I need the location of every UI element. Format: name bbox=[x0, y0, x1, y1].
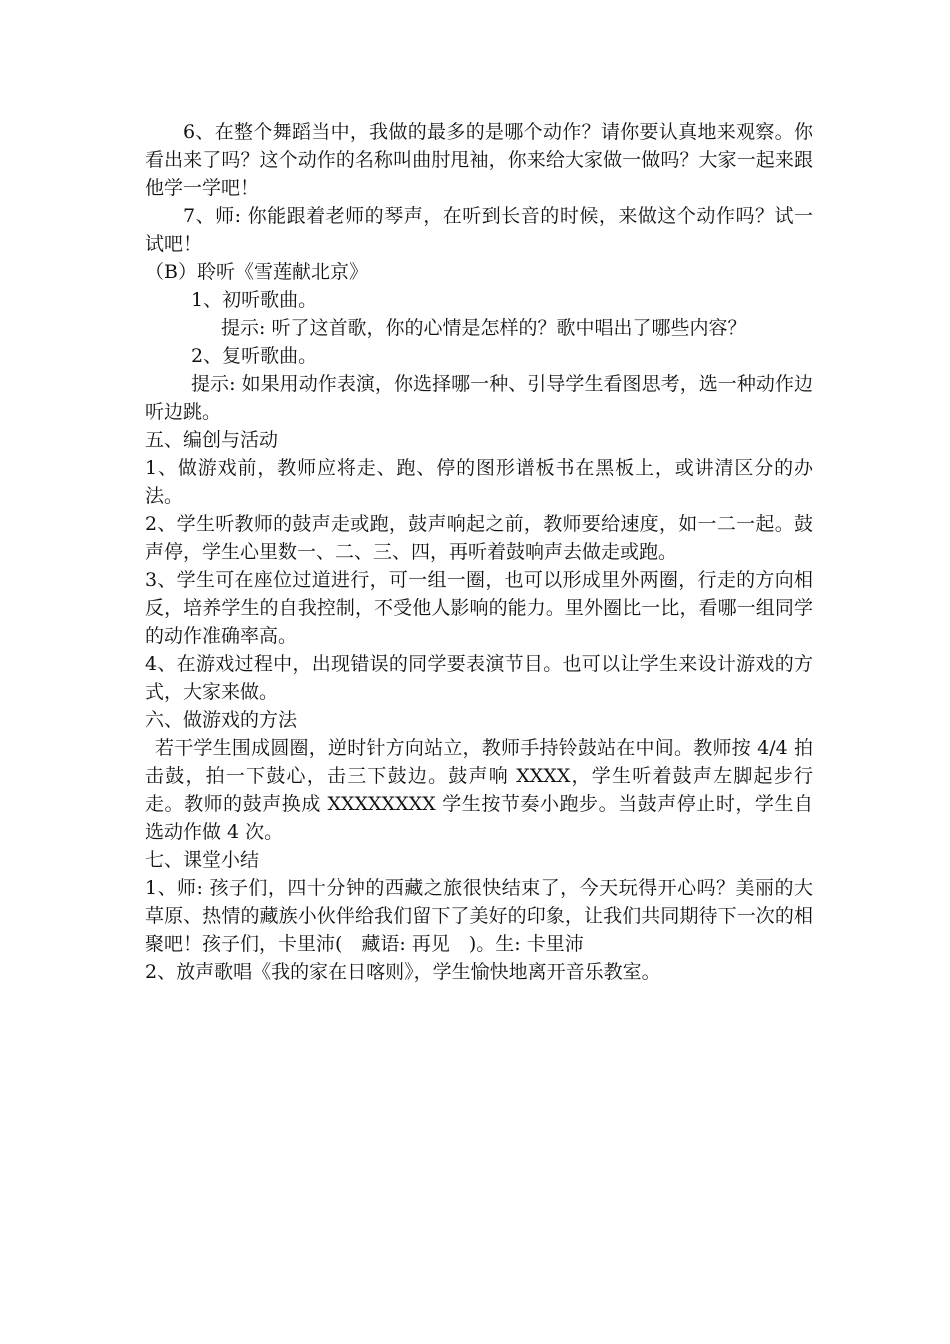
paragraph-activity-3: 3、学生可在座位过道进行，可一组一圈，也可以形成里外两圈，行走的方向相反，培养学生的自我控制，不受他人影响的能力。里外圈比一比，看哪一组同学的动作准确率高。 bbox=[145, 569, 813, 647]
section-heading-seven: 七、课堂小结 bbox=[145, 849, 260, 871]
paragraph-activity-4: 4、在游戏过程中，出现错误的同学要表演节目。也可以让学生来设计游戏的方式，大家来做。 bbox=[145, 653, 813, 703]
paragraph-activity-2: 2、学生听教师的鼓声走或跑，鼓声响起之前，教师要给速度，如一二一起。鼓声停，学生心里数一、二、三、四，再听着鼓响声去做走或跑。 bbox=[145, 513, 813, 563]
paragraph-activity-1: 1、做游戏前，教师应将走、跑、停的图形谱板书在黑板上，或讲清区分的办法。 bbox=[145, 457, 813, 507]
paragraph-step-6: 6、在整个舞蹈当中，我做的最多的是哪个动作？请你要认真地来观察。你看出来了吗？这个动作的名称叫曲肘甩袖，你来给大家做一做吗？大家一起来跟他学一学吧！ bbox=[145, 121, 813, 199]
paragraph-hint-2: 提示: 如果用动作表演，你选择哪一种、引导学生看图思考，选一种动作边听边跳。 bbox=[145, 373, 813, 423]
section-heading-six: 六、做游戏的方法 bbox=[145, 709, 298, 731]
paragraph-second-listen: 2、复听歌曲。 bbox=[191, 345, 318, 367]
paragraph-game-method: 若干学生围成圆圈，逆时针方向站立，教师手持铃鼓站在中间。教师按 4/4 拍击鼓，拍一下鼓心，击三下鼓边。鼓声响 XXXX，学生听着鼓声左脚起步行走。教师的鼓声换成 XXXXXXXX 学生按节奏小跑步。当鼓声停止时，学生自选动作做 4 次。 bbox=[145, 737, 813, 843]
section-heading-five: 五、编创与活动 bbox=[145, 429, 279, 451]
paragraph-summary-1: 1、师: 孩子们，四十分钟的西藏之旅很快结束了，今天玩得开心吗？美丽的大草原、热情的藏族小伙伴给我们留下了美好的印象，让我们共同期待下一次的相聚吧！孩子们，卡里沛( 藏语: 再见 )。生: 卡里沛 bbox=[145, 877, 813, 955]
paragraph-step-7: 7、师: 你能跟着老师的琴声，在听到长音的时候，来做这个动作吗？试一试吧！ bbox=[145, 205, 813, 255]
paragraph-first-listen: 1、初听歌曲。 bbox=[191, 289, 318, 311]
section-heading-b: （B）聆听《雪莲献北京》 bbox=[145, 261, 368, 283]
paragraph-hint-1: 提示: 听了这首歌，你的心情是怎样的？歌中唱出了哪些内容？ bbox=[221, 317, 747, 339]
document-body bbox=[145, 118, 813, 986]
paragraph-summary-2: 2、放声歌唱《我的家在日喀则》，学生愉快地离开音乐教室。 bbox=[145, 961, 661, 983]
